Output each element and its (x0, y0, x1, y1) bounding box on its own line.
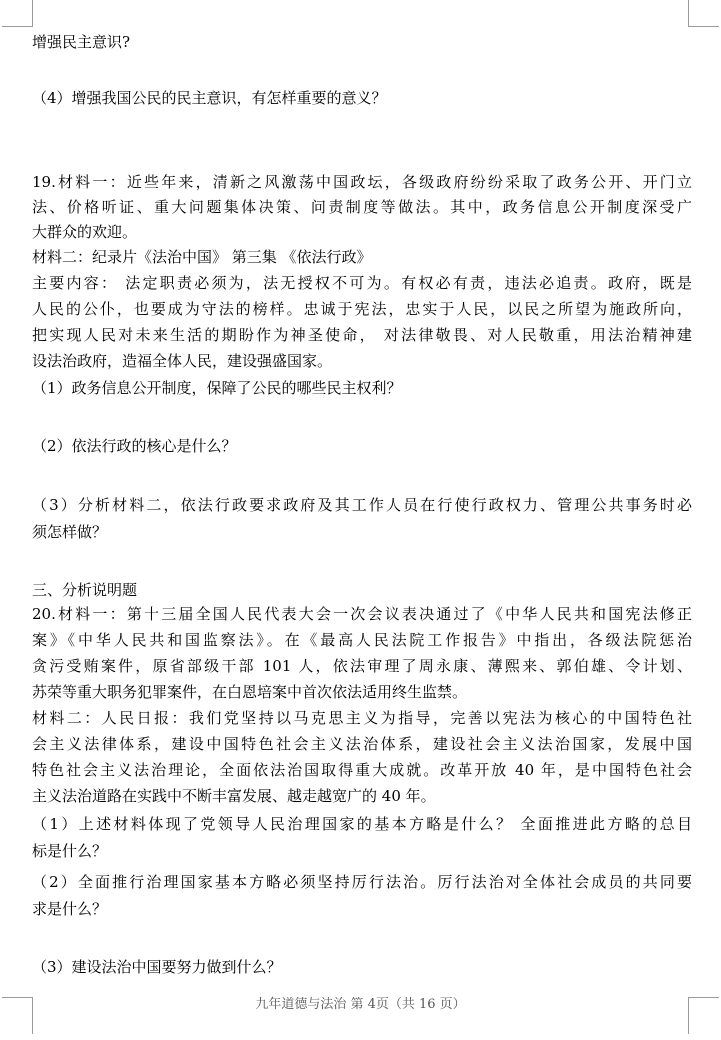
q20-material-2-line-4: 主义法治道路在实践中不断丰富发展、越走越宽广的 40 年。 (32, 787, 436, 805)
q20-material-1-line-4: 苏荣等重大职务犯罪案件，在白恩培案中首次依法适用终生监禁。 (32, 683, 468, 701)
q19-material-1-line-2: 法、价格听证、重大问题集体决策、问责制度等做法。其中，政务信息公开制度深受广 (32, 198, 692, 216)
q20-sub-question-1-line-2: 标是什么？ (32, 842, 108, 860)
q19-material-2-line-2: 人民的公仆，也要成为守法的榜样。忠诚于宪法，忠实于人民，以民之所望为施政所向， (32, 300, 692, 318)
q20-sub-question-3: （3）建设法治中国要努力做到什么？ (32, 958, 282, 976)
q20-material-1-line-1: 20.材料一：第十三届全国人民代表大会一次会议表决通过了《中华人民共和国宪法修正 (32, 605, 692, 623)
q19-material-2-title: 材料二：纪录片《法治中国》 第三集 《依法行政》 (32, 248, 372, 266)
q19-material-2-line-4: 设法治政府，造福全体人民，建设强盛国家。 (32, 352, 333, 370)
q18-continuation: 增强民主意识? (32, 33, 131, 51)
crop-mark-top-right (688, 0, 719, 27)
q18-sub-question-4: （4）增强我国公民的民主意识，有怎样重要的意义？ (32, 89, 387, 107)
q20-material-2-line-2: 会主义法律体系，建设中国特色社会主义法治体系，建设社会主义法治国家，发展中国 (32, 735, 692, 753)
q19-material-2-line-1: 主要内容： 法定职责必须为，法无授权不可为。有权必有责，违法必追责。政府，既是 (32, 274, 692, 292)
section-three-heading: 三、分析说明题 (32, 581, 138, 599)
q19-material-2-line-3: 把实现人民对未来生活的期盼作为神圣使命， 对法律敬畏、对人民敬重，用法治精神建 (32, 326, 692, 344)
q19-sub-question-3-line-1: （3）分析材料二，依法行政要求政府及其工作人员在行使行政权力、管理公共事务时必 (32, 496, 692, 514)
q20-material-2-line-1: 材料二：人民日报：我们党坚持以马克思主义为指导，完善以宪法为核心的中国特色社 (32, 709, 692, 727)
q19-material-1-line-1: 19.材料一：近些年来，清新之风激荡中国政坛，各级政府纷纷采取了政务公开、开门立 (32, 173, 692, 191)
crop-mark-top-left (2, 0, 33, 27)
q19-sub-question-2: （2）依法行政的核心是什么？ (32, 437, 237, 455)
q20-sub-question-1-line-1: （1）上述材料体现了党领导人民治理国家的基本方略是什么？ 全面推进此方略的总目 (32, 815, 692, 833)
page-footer: 九年道德与法治 第 4页（共 16 页） (255, 997, 466, 1012)
q20-material-1-line-2: 案》《中华人民共和国监察法》。在《最高人民法院工作报告》中指出，各级法院惩治 (32, 631, 692, 649)
q20-sub-question-2-line-1: （2）全面推行治理国家基本方略必须坚持厉行法治。厉行法治对全体社会成员的共同要 (32, 873, 692, 891)
q19-sub-question-1: （1）政务信息公开制度，保障了公民的哪些民主权利？ (32, 379, 402, 397)
q20-material-2-line-3: 特色社会主义法治理论，全面依法治国取得重大成就。改革开放 40 年，是中国特色社会 (32, 761, 692, 779)
q20-material-1-line-3: 贪污受贿案件，原省部级干部 101 人，依法审理了周永康、薄熙来、郭伯雄、令计划、 (32, 657, 692, 675)
q19-material-1-line-3: 大群众的欢迎。 (32, 223, 138, 241)
q20-sub-question-2-line-2: 求是什么？ (32, 900, 108, 918)
q19-sub-question-3-line-2: 须怎样做？ (32, 523, 108, 541)
